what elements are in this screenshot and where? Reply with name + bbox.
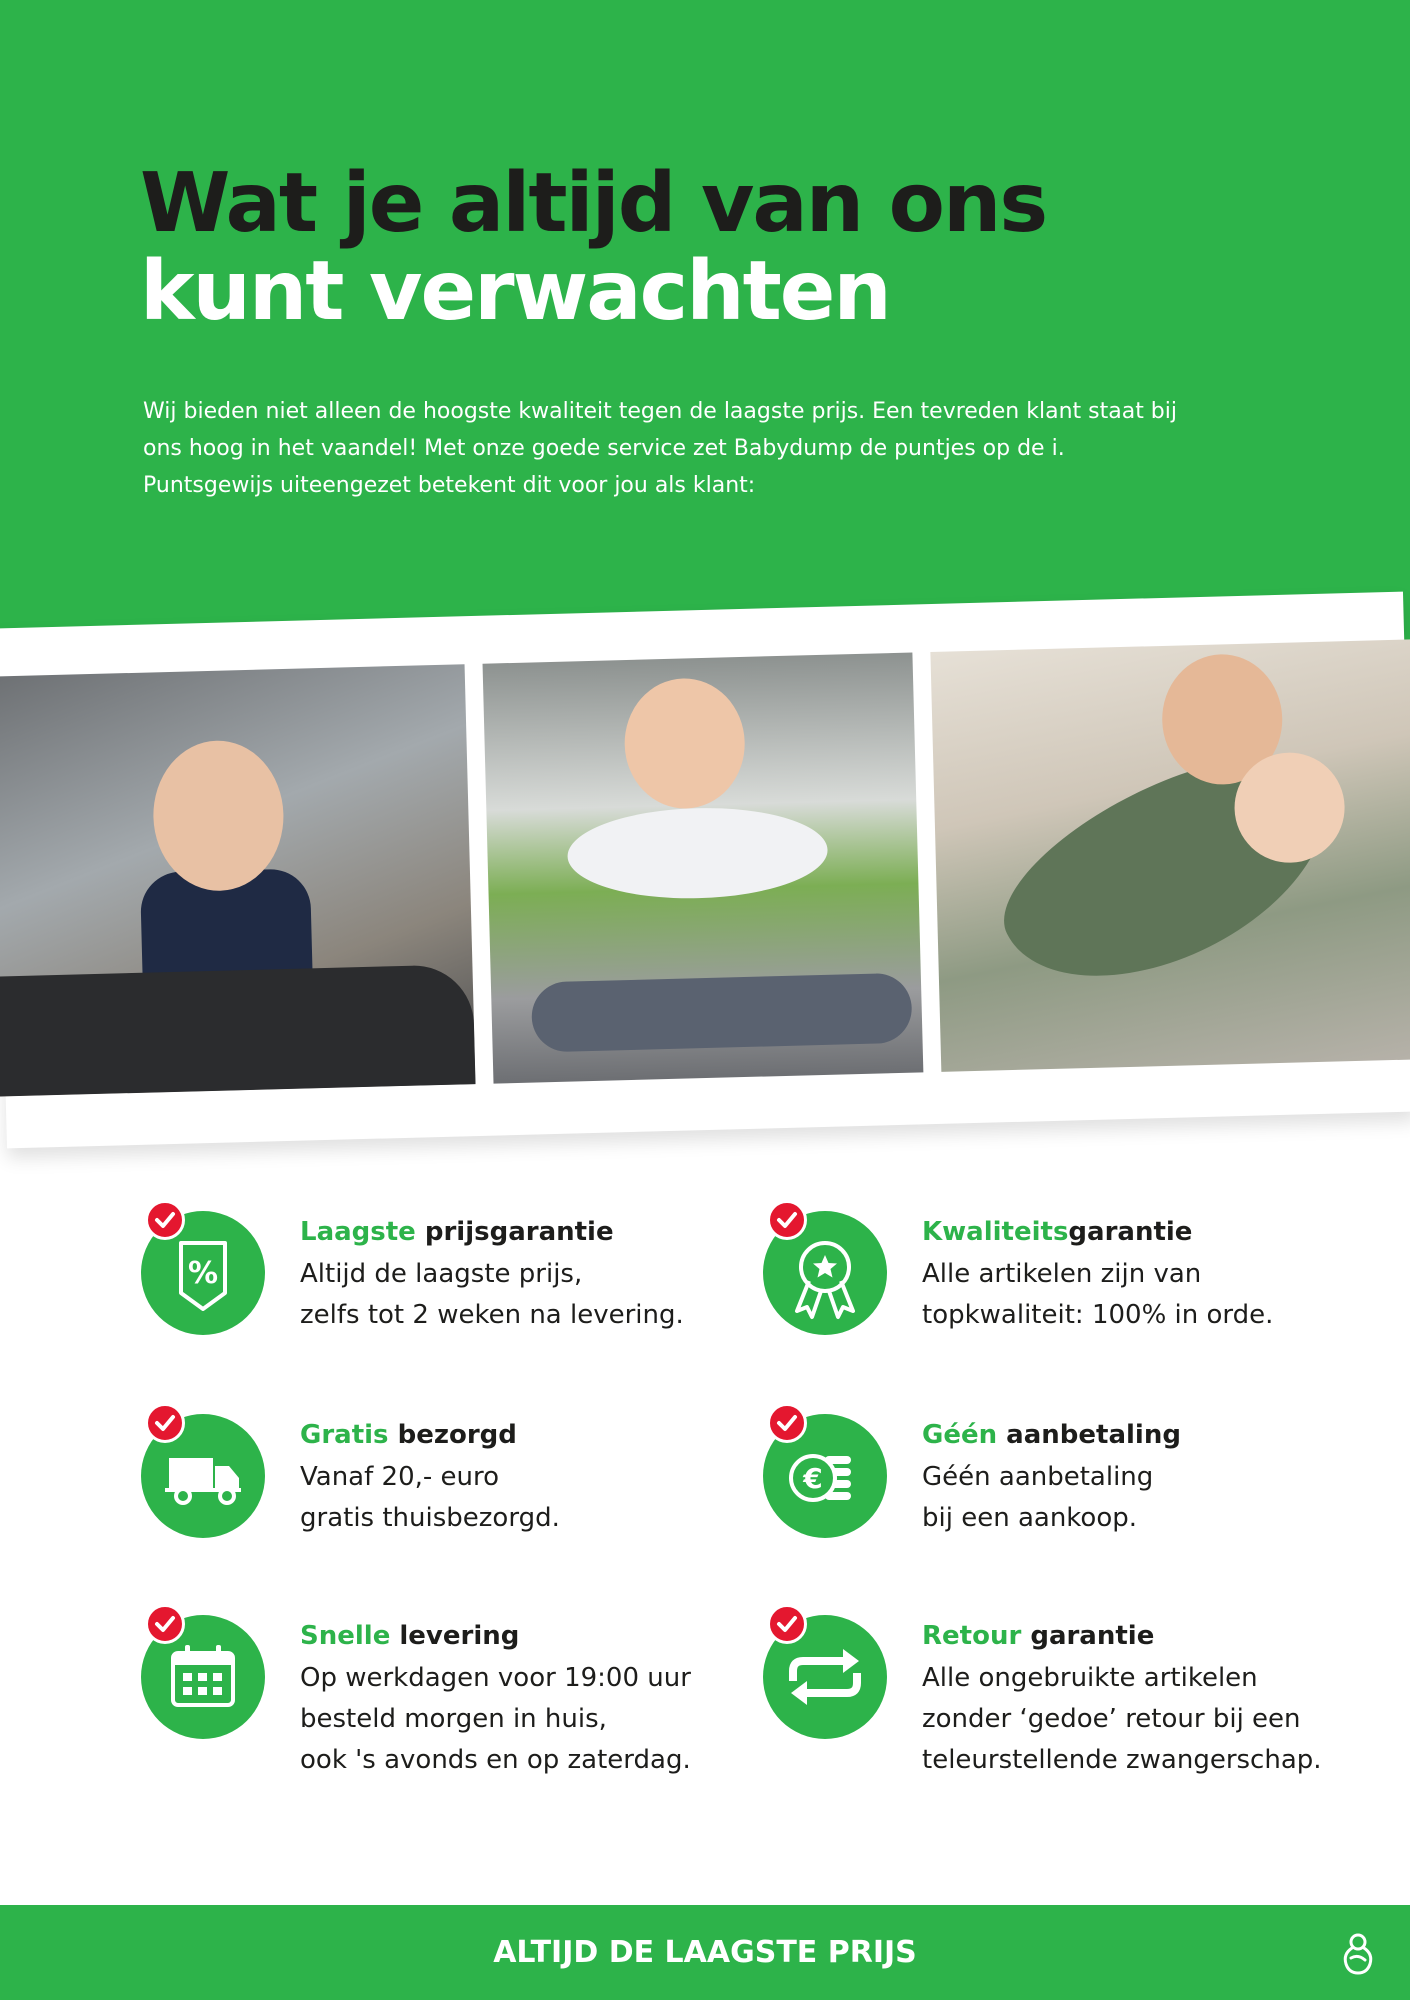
feature-description: Altijd de laagste prijs, zelfs tot 2 weken na levering. [300,1259,684,1330]
feature-return-guarantee [763,1604,1323,1804]
photo-baby-in-walker [483,652,924,1083]
feature-free-delivery [141,1403,701,1603]
feature-title: Retour garantie [922,1621,1155,1651]
check-badge-icon [145,1604,185,1644]
check-badge-icon [767,1604,807,1644]
babydump-logo-icon [1335,1930,1381,1976]
photo-strip [0,592,1410,1149]
feature-title: Kwaliteitsgarantie [922,1217,1193,1247]
photo-child-with-baby-in-bouncer [930,639,1410,1072]
page-title [140,156,1047,339]
intro-paragraph: Wij bieden niet alleen de hoogste kwaliteit tegen de laagste prijs. Een tevreden klant staat bij ons hoog in het vaandel! Met onze goede service zet Babydump de puntjes op de i. Puntsgewijs uiteengezet betekent dit voor jou als klant: [143,399,1177,498]
check-badge-icon [767,1403,807,1443]
feature-title: Gratis bezorgd [300,1420,517,1450]
footer-slogan: ALTIJD DE LAAGSTE PRIJS [493,1935,917,1970]
page-title-line-2: kunt verwachten [140,244,890,339]
svg-text:%: % [187,1256,219,1291]
feature-title: Géén aanbetaling [922,1420,1181,1450]
feature-description: Alle ongebruikte artikelen zonder ‘gedoe’ retour bij een teleurstellende zwangerschap. [922,1663,1322,1775]
feature-description: Vanaf 20,- euro gratis thuisbezorgd. [300,1462,560,1533]
feature-description: Alle artikelen zijn van topkwaliteit: 100% in orde. [922,1259,1274,1330]
feature-title: Snelle levering [300,1621,520,1651]
feature-quality-guarantee [763,1200,1323,1400]
check-badge-icon [767,1200,807,1240]
check-badge-icon [145,1403,185,1443]
check-badge-icon [145,1200,185,1240]
feature-description: Op werkdagen voor 19:00 uur besteld morgen in huis, ook 's avonds en op zaterdag. [300,1663,691,1775]
hero-banner [0,0,1410,700]
page-title-line-1: Wat je altijd van ons [140,156,1047,251]
feature-description: Géén aanbetaling bij een aankoop. [922,1462,1154,1533]
svg-text:€: € [803,1462,823,1495]
feature-no-down-payment [763,1403,1323,1603]
photo-baby-in-travel-cot [0,664,476,1097]
feature-fast-delivery [141,1604,701,1804]
footer-bar [0,1905,1410,2000]
feature-title: Laagste prijsgarantie [300,1217,614,1247]
feature-lowest-price [141,1200,701,1400]
